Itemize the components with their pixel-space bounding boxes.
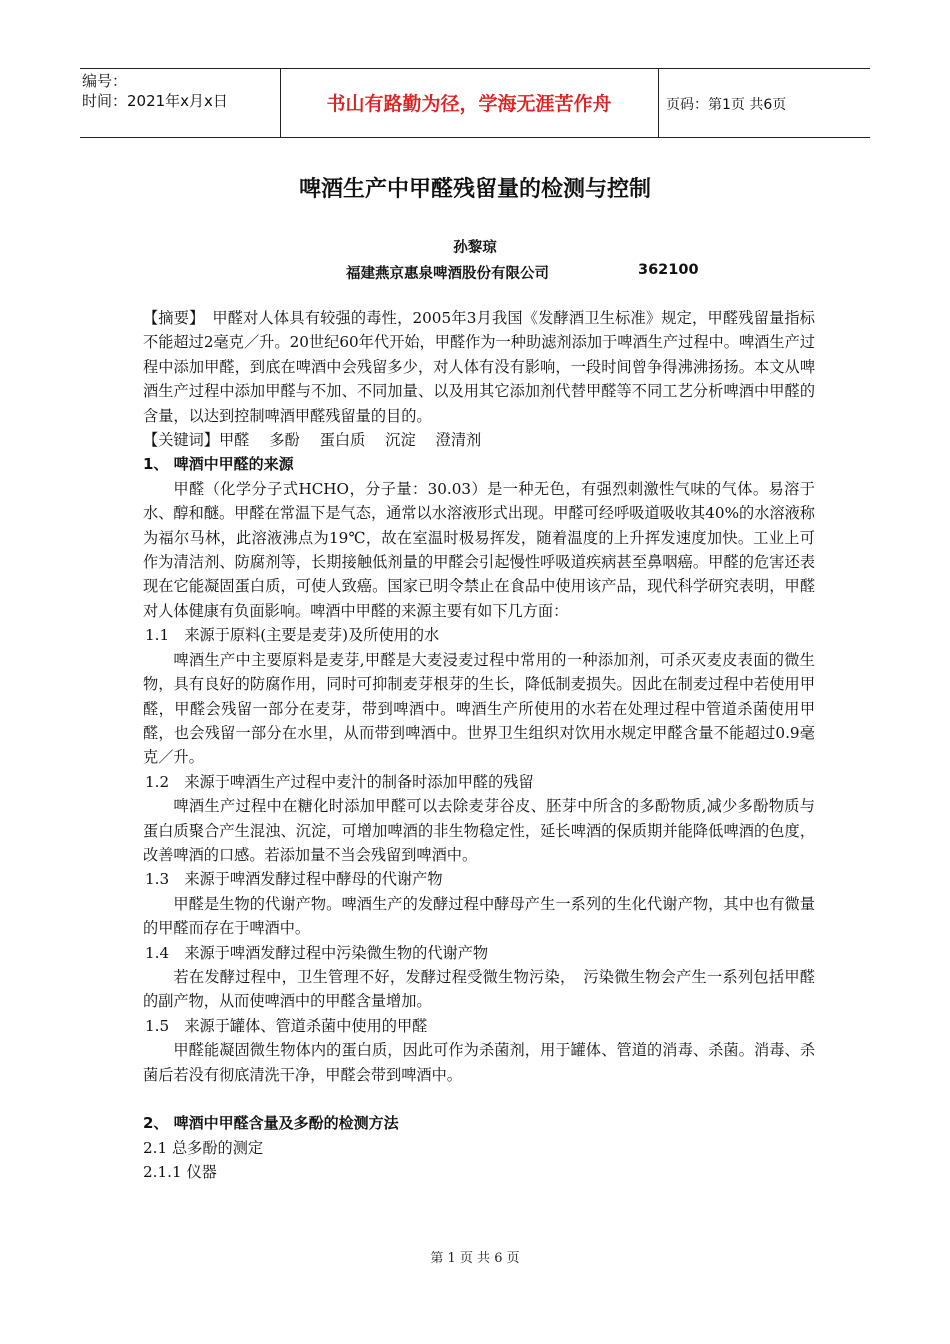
header-divider [658, 69, 659, 137]
postal-code: 362100 [638, 262, 699, 278]
section-heading: 1、 啤酒中甲醛的来源 [143, 455, 294, 474]
document-title: 啤酒生产中甲醛残留量的检测与控制 [298, 177, 651, 202]
author-affiliation: 福建燕京惠泉啤酒股份有限公司 [346, 266, 549, 282]
subsection-heading: 1.5 来源于罐体、管道杀菌中使用的甲醛 [145, 1016, 428, 1035]
subsection-heading: 1.1 来源于原料(主要是麦芽)及所使用的水 [145, 626, 440, 645]
abstract-paragraph: 【摘要】 甲醛对人体具有较强的毒性，2005年3月我国《发酵酒卫生标准》规定，甲醛残留量指标不能超过2毫克／升。20世纪60年代开始，甲醛作为一种助滤剂添加于啤酒生产过程中。啤酒生产过程中添加甲醛，到底在啤酒中会残留多少，对人体有没有影响，一段时间曾争得沸沸扬扬。本文从啤酒生产过程中添加甲醛与不加、不同加量、以及用其它添加剂代替甲醛等不同工艺分析啤酒中甲醛的含量，以达到控制啤酒甲醛残留量的目的。 [143, 309, 815, 425]
author-name: 孙黎琼 [453, 240, 497, 256]
subsection-heading: 1.4 来源于啤酒发酵过程中污染微生物的代谢产物 [145, 943, 489, 962]
body-paragraph: 若在发酵过程中，卫生管理不好，发酵过程受微生物污染， 污染微生物会产生一系列包括甲醛的副产物，从而使啤酒中的甲醛含量增加。 [143, 967, 815, 1011]
subsection-heading: 1.2 来源于啤酒生产过程中麦汁的制备时添加甲醛的残留 [145, 772, 534, 791]
page-footer: 第 1 页 共 6 页 [430, 1251, 520, 1266]
header-divider [280, 69, 281, 137]
page-header [80, 68, 870, 138]
header-meta [82, 71, 278, 111]
body-paragraph: 啤酒生产过程中在糖化时添加甲醛可以去除麦芽谷皮、胚芽中所含的多酚物质,减少多酚物质与蛋白质聚合产生混浊、沉淀，可增加啤酒的非生物稳定性，延长啤酒的保质期并能降低啤酒的色度，改善啤酒的口感。若添加量不当会残留到啤酒中。 [143, 797, 815, 864]
keywords-line: 【关键词】甲醛 多酚 蛋白质 沉淀 澄清剂 [143, 431, 482, 450]
body-paragraph: 甲醛（化学分子式HCHO，分子量：30.03）是一种无色，有强烈刺激性气味的气体。易溶于水、醇和醚。甲醛在常温下是气态，通常以水溶液形式出现。甲醛可经呼吸道吸收其40%的水溶液称为福尔马林，此溶液沸点为19℃，故在室温时极易挥发，随着温度的上升挥发速度加快。工业上可作为清洁剂、防腐剂等，长期接触低剂量的甲醛会引起慢性呼吸道疾病甚至鼻咽癌。甲醛的危害还表现在它能凝固蛋白质，可使人致癌。国家已明令禁止在食品中使用该产品，现代科学研究表明，甲醛对人体健康有负面影响。啤酒中甲醛的来源主要有如下几方面： [143, 479, 815, 620]
header-motto: 书山有路勤为径，学海无涯苦作舟 [326, 93, 612, 115]
document-date: 时间：2021年x月x日 [82, 92, 228, 110]
body-paragraph: 啤酒生产中主要原料是麦芽,甲醛是大麦浸麦过程中常用的一种添加剂，可杀灭麦皮表面的微生物，具有良好的防腐作用，同时可抑制麦芽根芽的生长，降低制麦损失。因此在制麦过程中若使用甲醛，甲醛会残留一部分在麦芽，带到啤酒中。啤酒生产所使用的水若在处理过程中管道杀菌使用甲醛，也会残留一部分在水里，从而带到啤酒中。世界卫生组织对饮用水规定甲醛含量不能超过0.9毫克／升。 [143, 650, 815, 767]
document-body [143, 306, 815, 1185]
subsection-heading: 1.3 来源于啤酒发酵过程中酵母的代谢产物 [145, 870, 443, 889]
body-paragraph: 甲醛是生物的代谢产物。啤酒生产的发酵过程中酵母产生一系列的生化代谢产物，其中也有微量的甲醛而存在于啤酒中。 [143, 894, 815, 938]
body-paragraph: 甲醛能凝固微生物体内的蛋白质，因此可作为杀菌剂，用于罐体、管道的消毒、杀菌。消毒、杀菌后若没有彻底清洗干净，甲醛会带到啤酒中。 [143, 1041, 815, 1084]
header-page-info: 页码：第1页 共6页 [666, 97, 787, 113]
document-number-label: 编号： [82, 72, 128, 90]
paragraph-spacer [143, 1087, 815, 1111]
section-heading: 2、 啤酒中甲醛含量及多酚的检测方法 [143, 1114, 399, 1133]
subsection-heading: 2.1.1 仪器 [143, 1163, 217, 1182]
subsection-heading: 2.1 总多酚的测定 [143, 1138, 264, 1157]
